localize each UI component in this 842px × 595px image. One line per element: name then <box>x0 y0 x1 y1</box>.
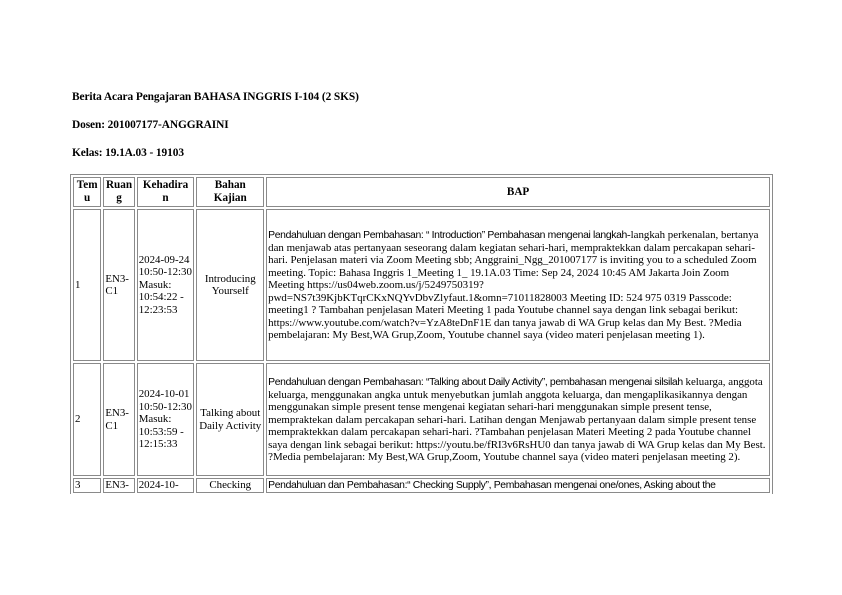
column-header-bap: BAP <box>266 177 770 207</box>
cell-attendance: 2024-09-24 10:50-12:30 Masuk: 10:54:22 - 12:23:53 <box>137 209 195 361</box>
lecturer-line: Dosen: 201007177-ANGGRAINI <box>72 119 229 131</box>
bap-table-container <box>70 174 775 494</box>
column-header-temu: Tem u <box>73 177 101 207</box>
class-line: Kelas: 19.1A.03 - 19103 <box>72 147 184 159</box>
cell-meeting-number: 1 <box>73 209 101 361</box>
cell-topic: Checking <box>196 478 264 493</box>
bap-intro-text: Pendahuluan dengan Pembahasan: “ Introduction” Pembahasan mengenai langkah <box>268 229 627 241</box>
cell-room: EN3-C1 <box>103 363 134 476</box>
cell-room: EN3-C1 <box>103 209 134 361</box>
column-header-kehadiran: Kehadira n <box>137 177 195 207</box>
cell-bap <box>266 209 770 361</box>
cell-bap <box>266 478 770 493</box>
bap-table <box>70 174 773 494</box>
cell-attendance: 2024-10- <box>137 478 195 493</box>
bap-intro-text: Pendahuluan dan Pembahasan:“ Checking Supply”, Pembahasan mengenai one/ones, Asking about the <box>268 480 716 491</box>
cell-topic: Talking about Daily Activity <box>196 363 264 476</box>
bap-intro-text: Pendahuluan dengan Pembahasan: “Talking about Daily Activity”, pembahasan mengenai silsilah <box>268 376 683 388</box>
table-row <box>73 363 770 476</box>
document-title: Berita Acara Pengajaran BAHASA INGGRIS I-104 (2 SKS) <box>72 91 359 103</box>
cell-meeting-number: 2 <box>73 363 101 476</box>
cell-topic: Introducing Yourself <box>196 209 264 361</box>
cell-meeting-number: 3 <box>73 478 101 493</box>
column-header-bahan-kajian: Bahan Kajian <box>196 177 264 207</box>
table-row <box>73 478 770 493</box>
bap-body-text: keluarga, anggota keluarga, menggunakan angka untuk menyebutkan jumlah anggota keluarga, dan mengaplikasikannya dengan menggunakan simple present tense mengenai kegiatan sehari-hari menggunakan simple present tense, mempraktekan dalam percakapan sehari-hari. Latihan dengan Menjawab pertanyaan dalam simple present tense mempraktekkan dalam percakapan sehari-hari. ?Tambahan penjelasan Materi Meeting 2 pada Youtube channel saya dengan link sebagai berikut: https://youtu.be/fRI3v6RsHU0 dan tanya jawab di WA Grup kelas dan My Best. ?Media pembelajaran: My Best,WA Grup,Zoom, Youtube channel saya (video materi penjelasan meeting 2). <box>268 375 766 464</box>
table-header-row <box>73 177 770 207</box>
cell-attendance: 2024-10-01 10:50-12:30 Masuk: 10:53:59 - 12:15:33 <box>137 363 195 476</box>
bap-body-text: -langkah perkenalan, bertanya dan menjawab atas pertanyaan seseorang dalam kegiatan sehari-hari, mempraktekkan dalam percakapan sehari-hari. Penjelasan materi via Zoom Meeting sbb; Anggraini_Ngg_201007177 is inviting you to a scheduled Zoom meeting. Topic: Bahasa Inggris 1_Meeting 1_ 19.1A.03 Time: Sep 24, 2024 10:45 AM Jakarta Join Zoom Meeting https://us04web.zoom.us/j/5249750319?pwd=NS7t39KjbKTqrCKxNQYvDbvZlyfaut.1&omn=71011828003 Meeting ID: 524 975 0319 Passcode: meeting1 ? Tambahan penjelasan Materi Meeting 1 pada Youtube channel saya dengan link sebagai berikut: https://www.youtube.com/watch?v=YzA8teDnF1E dan tanya jawab di WA Grup kelas dan My Best. ?Media pembelajaran: My Best,WA Grup,Zoom, Youtube channel saya (video materi penjelasan meeting 1). <box>268 228 759 341</box>
column-header-ruang: Ruan g <box>103 177 134 207</box>
cell-room: EN3- <box>103 478 134 493</box>
table-row <box>73 209 770 361</box>
cell-bap <box>266 363 770 476</box>
